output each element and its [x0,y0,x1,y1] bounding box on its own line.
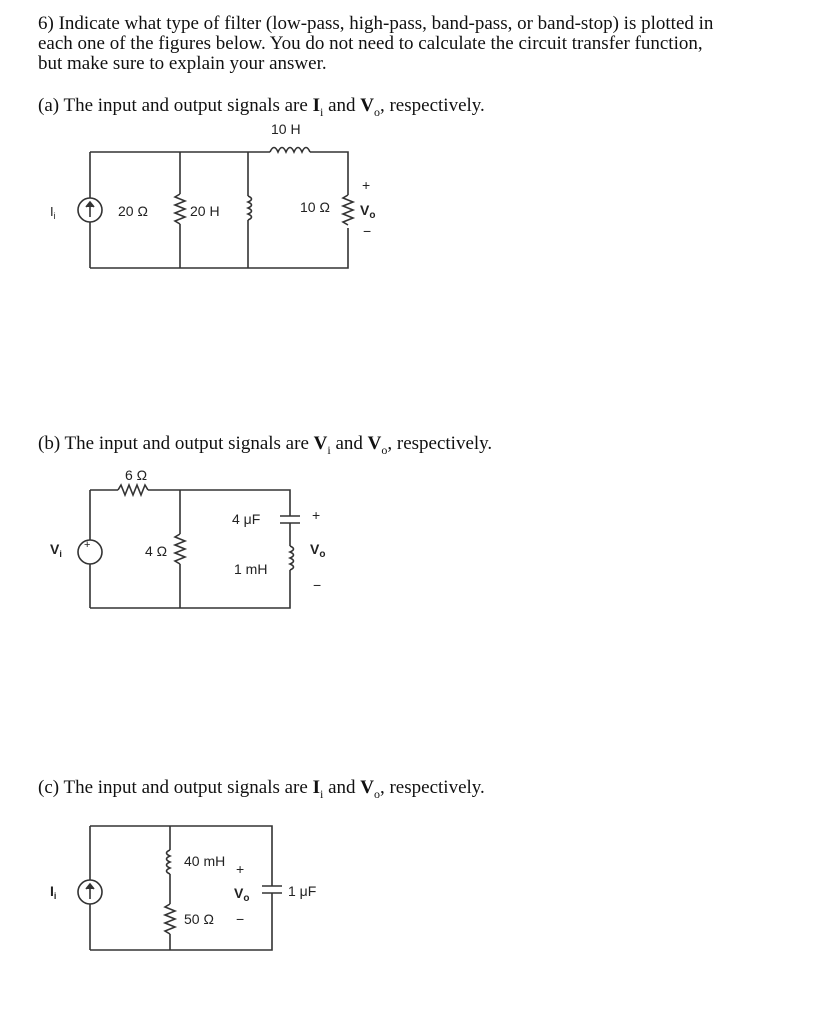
a-label-10ohm: 10 Ω [300,199,330,215]
part-b-input: V [313,433,328,454]
a-resistor-10 [343,195,353,225]
circuit-b [78,485,300,608]
part-c-input: I [312,777,320,798]
a-label-source: $I_i$ [50,204,56,221]
c-resistor [165,904,175,934]
b-label-6ohm: 6 Ω [125,467,148,483]
question-line-1: 6) Indicate what type of filter (low-pass, high-pass, band-pass, or band-stop) is plotted in [38,13,714,34]
part-a-output: V [360,95,374,116]
b-label-vout: $V_o$ [310,541,326,560]
c-label-plus: + [236,861,245,877]
a-resistor-20 [175,194,185,224]
a-label-20ohm: 20 Ω [118,203,148,219]
c-label-1uf: 1 μF [288,883,317,899]
a-label-20h: 20 H [190,203,220,219]
c-label-vout: $V_o$ [234,885,250,904]
c-capacitor [262,886,282,893]
part-b-heading: (b) The input and output signals are $V_i$ and $V_o$, respectively. [38,433,493,457]
part-b-output: V [367,433,382,454]
part-a-heading: (a) The input and output signals are $I_i$ and $V_o$, respectively. [38,95,485,119]
c-label-source: $I_i$ [50,883,57,901]
c-label-minus: − [236,911,245,927]
b-label-source: $V_i$ [50,541,62,559]
part-c-output: V [360,777,374,798]
part-a-input: I [312,95,320,116]
a-inductor-20 [248,196,252,220]
circuit-c [78,826,282,950]
part-c-heading: (c) The input and output signals are $I_i$ and $V_o$, respectively. [38,777,485,801]
c-inductor [167,850,171,874]
question-line-2: each one of the figures below. You do not need to calculate the circuit transfer function, [38,33,703,54]
a-top-inductor [270,148,310,153]
a-label-vout: $V_o$ [360,202,376,221]
b-label-4uf: 4 μF [232,511,261,527]
b-label-4ohm: 4 Ω [145,543,168,559]
b-resistor-6 [118,485,148,495]
b-label-plus: + [312,507,321,523]
b-capacitor [280,516,300,523]
c-label-40mh: 40 mH [184,853,226,869]
b-inductor [290,546,294,570]
b-label-minus: − [313,577,322,593]
a-label-minus: − [363,223,372,239]
c-label-50ohm: 50 Ω [184,911,214,927]
question-line-3: but make sure to explain your answer. [38,53,327,74]
a-label-plus: + [362,177,371,193]
b-label-1mh: 1 mH [234,561,268,577]
b-source-plus: + [84,539,91,551]
b-resistor-4 [175,534,185,564]
a-label-10h: 10 H [271,121,301,137]
